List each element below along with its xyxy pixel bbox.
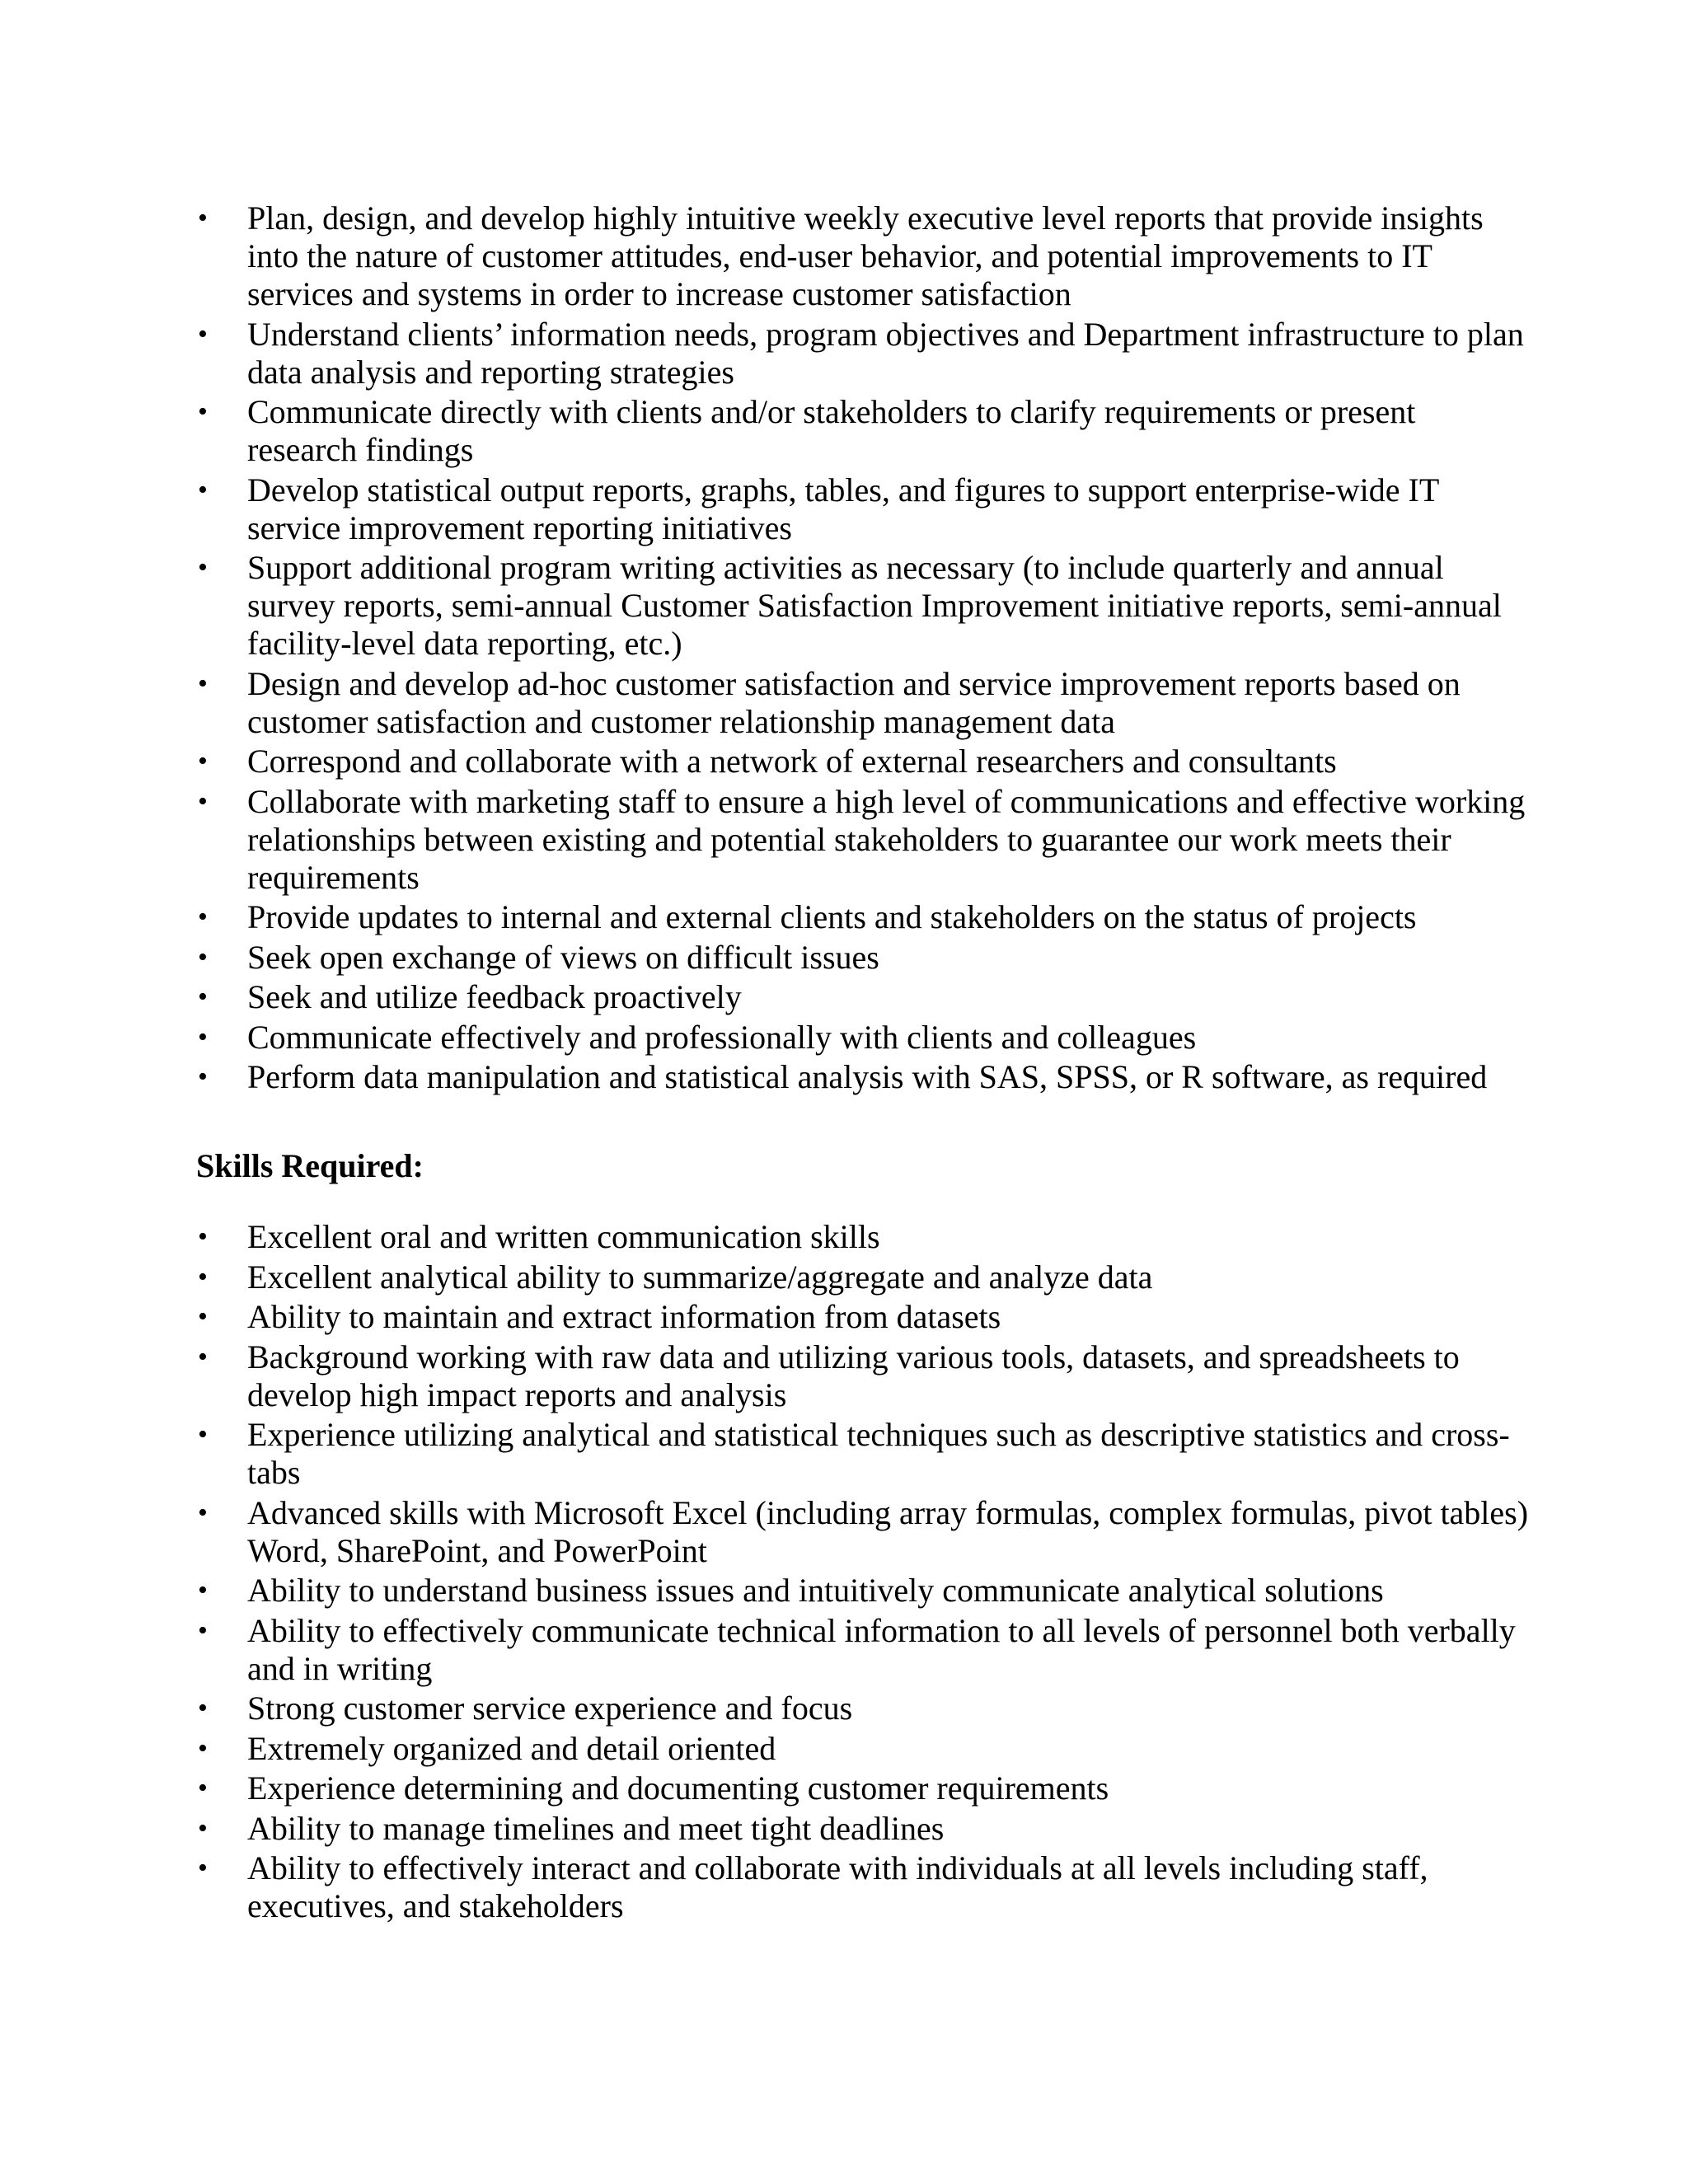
bullet-icon: • [198, 203, 208, 233]
page-content [196, 199, 1531, 1928]
section-heading-skills: Skills Required: [196, 1147, 424, 1184]
bullet-icon: • [198, 396, 208, 427]
bullet-icon: • [198, 1221, 208, 1252]
list-item-text: Advanced skills with Microsoft Excel (including array formulas, complex formulas, pivot tables) Word, SharePoint, and PowerPoint [247, 1493, 1529, 1569]
list-item [196, 1810, 1531, 1848]
bullet-icon: • [198, 941, 208, 972]
list-item-text: Extremely organized and detail oriented [247, 1729, 776, 1767]
list-item [196, 393, 1531, 469]
bullet-icon: • [198, 1615, 208, 1646]
list-item [196, 199, 1531, 313]
list-item [196, 471, 1531, 547]
list-item [196, 1690, 1531, 1727]
list-item [196, 1494, 1531, 1570]
list-item [196, 1572, 1531, 1610]
list-item-text: Excellent oral and written communication skills [247, 1218, 880, 1255]
list-item-text: Understand clients’ information needs, program objectives and Department infrastructure to plan data analysis and reporting strategies [247, 315, 1524, 391]
list-item-text: Collaborate with marketing staff to ensure a high level of communications and effective working relationships between existing and potential stakeholders to guarantee our work meets their requirements [247, 782, 1526, 896]
list-item-text: Ability to understand business issues and intuitively communicate analytical solutions [247, 1572, 1384, 1609]
list-item [196, 743, 1531, 780]
list-item [196, 1769, 1531, 1807]
list-item-text: Seek and utilize feedback proactively [247, 978, 742, 1015]
list-item [196, 316, 1531, 391]
bullet-icon: • [198, 746, 208, 776]
list-item [196, 1849, 1531, 1925]
skills-list [196, 1218, 1531, 1925]
list-item [196, 939, 1531, 977]
bullet-icon: • [198, 1853, 208, 1883]
bullet-icon: • [198, 1341, 208, 1372]
bullet-icon: • [198, 902, 208, 932]
list-item [196, 1019, 1531, 1057]
bullet-icon: • [198, 668, 208, 699]
list-item [196, 1416, 1531, 1492]
bullet-icon: • [198, 1062, 208, 1092]
list-item-text: Correspond and collaborate with a network of external researchers and consultants [247, 743, 1337, 780]
bullet-icon: • [198, 1301, 208, 1332]
list-item [196, 898, 1531, 936]
list-item-text: Background working with raw data and utilizing various tools, datasets, and spreadsheets to develop high impact reports and analysis [247, 1338, 1460, 1413]
bullet-icon: • [198, 318, 208, 349]
list-item-text: Seek open exchange of views on difficult issues [247, 938, 879, 976]
bullet-icon: • [198, 474, 208, 505]
list-item-text: Ability to effectively interact and collaborate with individuals at all levels including staff, executives, and stakeholders [247, 1849, 1428, 1924]
list-item-text: Excellent analytical ability to summarize/aggregate and analyze data [247, 1258, 1153, 1296]
bullet-icon: • [198, 1575, 208, 1605]
list-item [196, 1730, 1531, 1768]
list-item [196, 783, 1531, 897]
bullet-icon: • [198, 1732, 208, 1764]
responsibilities-list [196, 199, 1531, 1096]
list-item [196, 1612, 1531, 1688]
list-item-text: Provide updates to internal and external clients and stakeholders on the status of projects [247, 898, 1417, 935]
list-item [196, 1218, 1531, 1256]
bullet-icon: • [198, 1693, 208, 1723]
list-item-text: Perform data manipulation and statistical analysis with SAS, SPSS, or R software, as required [247, 1058, 1488, 1095]
list-item-text: Ability to effectively communicate technical information to all levels of personnel both verbally and in writing [247, 1611, 1516, 1687]
list-item-text: Plan, design, and develop highly intuitive weekly executive level reports that provide insights into the nature of customer attitudes, end-user behavior, and potential improvements to IT services and systems in order to increase customer satisfaction [247, 199, 1484, 312]
list-item-text: Experience utilizing analytical and statistical techniques such as descriptive statistics and cross-tabs [247, 1416, 1510, 1491]
list-item [196, 1258, 1531, 1296]
bullet-icon: • [198, 1497, 208, 1528]
bullet-icon: • [198, 982, 208, 1012]
bullet-icon: • [198, 1419, 208, 1450]
list-item [196, 549, 1531, 663]
bullet-icon: • [198, 552, 208, 583]
list-item-text: Communicate effectively and professionally with clients and colleagues [247, 1018, 1197, 1056]
bullet-icon: • [198, 1261, 208, 1292]
list-item-text: Develop statistical output reports, graphs, tables, and figures to support enterprise-wide IT service improvement reporting initiatives [247, 471, 1439, 546]
list-item [196, 1338, 1531, 1414]
bullet-icon: • [198, 1773, 208, 1803]
list-item-text: Ability to manage timelines and meet tight deadlines [247, 1809, 945, 1847]
list-item [196, 978, 1531, 1016]
list-item-text: Support additional program writing activities as necessary (to include quarterly and annual survey reports, semi-annual Customer Satisfaction Improvement initiative reports, semi-annual facility-level data reporting, etc.) [247, 549, 1502, 662]
list-item-text: Strong customer service experience and focus [247, 1690, 853, 1727]
list-item-text: Communicate directly with clients and/or stakeholders to clarify requirements or present research findings [247, 393, 1416, 468]
list-item-text: Ability to maintain and extract information from datasets [247, 1298, 1001, 1335]
list-item-text: Design and develop ad-hoc customer satisfaction and service improvement reports based on customer satisfaction and customer relationship management data [247, 664, 1461, 740]
bullet-icon: • [198, 1021, 208, 1052]
list-item-text: Experience determining and documenting customer requirements [247, 1769, 1109, 1807]
list-item [196, 1058, 1531, 1096]
list-item [196, 665, 1531, 741]
bullet-icon: • [198, 1812, 208, 1844]
list-item [196, 1298, 1531, 1336]
bullet-icon: • [198, 785, 208, 817]
